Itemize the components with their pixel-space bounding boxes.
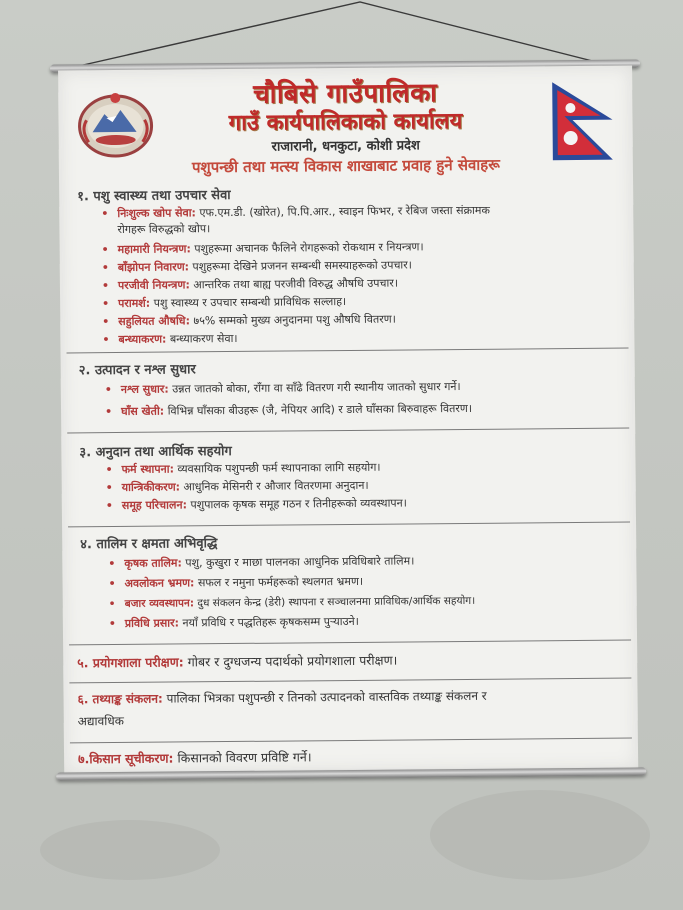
list-item: • कृषक तालिम: पशु, कुखुरा र माछा पालनका आधुनिक प्रविधिबारे तालिम। <box>108 554 415 571</box>
item-text: बन्ध्याकरण सेवा। <box>169 331 238 346</box>
office-title: गाउँ कार्यपालिकाको कार्यालय <box>228 108 463 137</box>
list-item: • घाँस खेती: विभिन्न घाँसका बीउहरू (जै, नेपियर आदि) र डाले घाँसका बिरुवाहरू वितरण। <box>104 401 473 419</box>
section-3-title: ३. अनुदान तथा आर्थिक सहयोग <box>79 444 232 461</box>
divider <box>67 348 629 354</box>
section-7-text: किसानको विवरण प्रविष्टि गर्ने। <box>177 749 312 766</box>
notice-banner <box>50 59 646 780</box>
item-text: आधुनिक मेसिनरी र औजार वितरणमा अनुदान। <box>183 478 369 494</box>
list-item: • नश्ल सुधार: उन्नत जातको बोका, राँगा वा साँढे वितरण गरी स्थानीय जातको सुधार गर्ने। <box>104 380 461 397</box>
banner-header <box>58 65 633 180</box>
list-item: • बन्ध्याकरण: बन्ध्याकरण सेवा। <box>102 331 238 347</box>
list-item: • यान्त्रिकीकरण: आधुनिक मेसिनरी र औजार वितरणमा अनुदान। <box>105 478 369 495</box>
services-subtitle: पशुपन्छी तथा मत्स्य विकास शाखाबाट प्रवाह हुने सेवाहरू <box>191 155 500 177</box>
list-item-continuation: रोगहरू विरुद्धको खोप। <box>117 222 211 236</box>
section-4-title: ४. तालिम र क्षमता अभिवृद्धि <box>80 536 218 553</box>
item-label: समूह परिचालन: <box>121 498 187 512</box>
municipality-title: चौबिसे गाउँपालिका <box>253 78 438 110</box>
section-2-title: २. उत्पादन र नश्ल सुधार <box>78 362 196 379</box>
item-label: प्रविधि प्रसार: <box>124 616 180 630</box>
item-label: सहुलियत औषधि: <box>118 314 190 328</box>
item-label: बन्ध्याकरण: <box>118 332 167 346</box>
list-item: • अवलोकन भ्रमण: सफल र नमुना फर्महरूको स्थलगत भ्रमण। <box>108 574 364 591</box>
section-6-continuation: अद्यावधिक <box>77 713 125 729</box>
list-item: • समूह परिचालन: पशुपालक कृषक समूह गठन र तिनीहरूको व्यवस्थापन। <box>105 496 407 513</box>
list-item: • महामारी नियन्त्रण: पशुहरूमा अचानक फैलिने रोगहरूको रोकथाम र नियन्त्रण। <box>101 240 424 257</box>
list-item: • बाँझोपन निवारण: पशुहरूमा देखिने प्रजनन सम्बन्धी समस्याहरूको उपचार। <box>101 258 412 275</box>
item-text: आन्तरिक तथा बाह्य परजीवी विरुद्ध औषधि उपचार। <box>193 276 399 292</box>
section-5-text: गोबर र दुग्धजन्य पदार्थको प्रयोगशाला परीक्षण। <box>187 652 398 670</box>
divider <box>69 678 631 684</box>
item-text: विभिन्न घाँसका बीउहरू (जै, नेपियर आदि) र डाले घाँसका बिरुवाहरू वितरण। <box>167 401 473 418</box>
divider <box>68 522 630 528</box>
item-label: बाँझोपन निवारण: <box>117 260 190 274</box>
item-label: कृषक तालिम: <box>124 556 182 570</box>
section-6-text: पालिका भित्रका पशुपन्छी र तिनको उत्पादनको वास्तविक तथ्याङ्क संकलन र <box>166 688 487 706</box>
list-item: • परजीवी नियन्त्रण: आन्तरिक तथा बाह्य परजीवी विरुद्ध औषधि उपचार। <box>101 276 399 293</box>
item-text: पशु स्वास्थ्य र उपचार सम्बन्धी प्राविधिक सल्लाह। <box>153 294 347 310</box>
item-label: घाँस खेती: <box>120 404 165 418</box>
item-text: पशुहरूमा अचानक फैलिने रोगहरूको रोकथाम र नियन्त्रण। <box>194 240 424 256</box>
item-label: महामारी नियन्त्रण: <box>117 242 191 256</box>
section-5-label: ५. प्रयोगशाला परीक्षण: <box>77 654 184 671</box>
list-item: • बजार व्यवस्थापन: दुध संकलन केन्द्र (डेरी) स्थापना र सञ्चालनमा प्राविधिक/आर्थिक सहयोग। <box>108 594 476 611</box>
list-item: • फर्म स्थापना: व्यवसायिक पशुपन्छी फर्म स्थापनाका लागि सहयोग। <box>105 460 381 477</box>
list-item: • परामर्श: पशु स्वास्थ्य र उपचार सम्बन्धी प्राविधिक सल्लाह। <box>102 294 347 311</box>
section-6 <box>77 685 637 708</box>
item-text: सफल र नमुना फर्महरूको स्थलगत भ्रमण। <box>197 574 364 590</box>
item-text: पशुपालक कृषक समूह गठन र तिनीहरूको व्यवस्थापन। <box>190 496 407 512</box>
wall-stain <box>40 820 220 880</box>
item-label: नश्ल सुधार: <box>120 382 169 396</box>
divider <box>67 428 629 434</box>
item-label: यान्त्रिकीकरण: <box>121 480 181 494</box>
item-label: निःशुल्क खोप सेवा: <box>117 206 196 220</box>
banner-sheet <box>58 65 638 774</box>
item-text: व्यवसायिक पशुपन्छी फर्म स्थापनाका लागि सहयोग। <box>177 460 381 476</box>
item-text: ७५% सम्मको मुख्य अनुदानमा पशु औषधि वितरण। <box>193 312 396 328</box>
section-6-label: ६. तथ्याङ्क संकलन: <box>77 691 163 707</box>
nepal-flag-icon <box>548 80 619 163</box>
item-label: परामर्श: <box>118 296 151 310</box>
list-item: • प्रविधि प्रसार: नयाँ प्रविधि र पद्धतिहरू कृषकसम्म पुऱ्याउने। <box>108 614 359 631</box>
item-text: एफ.एम.डी. (खोरेत), पि.पि.आर., स्वाइन फिभर, र रेबिज जस्ता संक्रामक <box>199 203 490 220</box>
section-7 <box>78 746 618 769</box>
item-text: पशु, कुखुरा र माछा पालनका आधुनिक प्रविधिबारे तालिम। <box>185 554 415 570</box>
item-text: नयाँ प्रविधि र पद्धतिहरू कृषकसम्म पुऱ्याउने। <box>182 614 359 630</box>
item-text: दुध संकलन केन्द्र (डेरी) स्थापना र सञ्चालनमा प्राविधिक/आर्थिक सहयोग। <box>197 594 476 610</box>
section-7-label: ७.किसान सूचीकरण: <box>78 750 174 767</box>
divider <box>69 640 631 646</box>
wall-stain <box>430 790 650 880</box>
item-text: पशुहरूमा देखिने प्रजनन सम्बन्धी समस्याहरूको उपचार। <box>192 258 412 274</box>
item-text: उन्नत जातको बोका, राँगा वा साँढे वितरण गरी स्थानीय जातको सुधार गर्ने। <box>172 380 461 396</box>
item-label: अवलोकन भ्रमण: <box>124 576 195 590</box>
item-label: फर्म स्थापना: <box>121 462 175 476</box>
item-label: परजीवी नियन्त्रण: <box>117 278 190 292</box>
item-label: बजार व्यवस्थापन: <box>124 597 195 610</box>
list-item: • निःशुल्क खोप सेवा: एफ.एम.डी. (खोरेत), पि.पि.आर., स्वाइन फिभर, र रेबिज जस्ता संक्रामक <box>101 203 490 221</box>
divider <box>70 738 632 744</box>
section-1-title: १. पशु स्वास्थ्य तथा उपचार सेवा <box>77 188 231 205</box>
section-5 <box>77 650 617 673</box>
list-item: • सहुलियत औषधि: ७५% सम्मको मुख्य अनुदानमा पशु औषधि वितरण। <box>102 312 396 329</box>
address-line: राजारानी, धनकुटा, कोशी प्रदेश <box>271 138 420 155</box>
